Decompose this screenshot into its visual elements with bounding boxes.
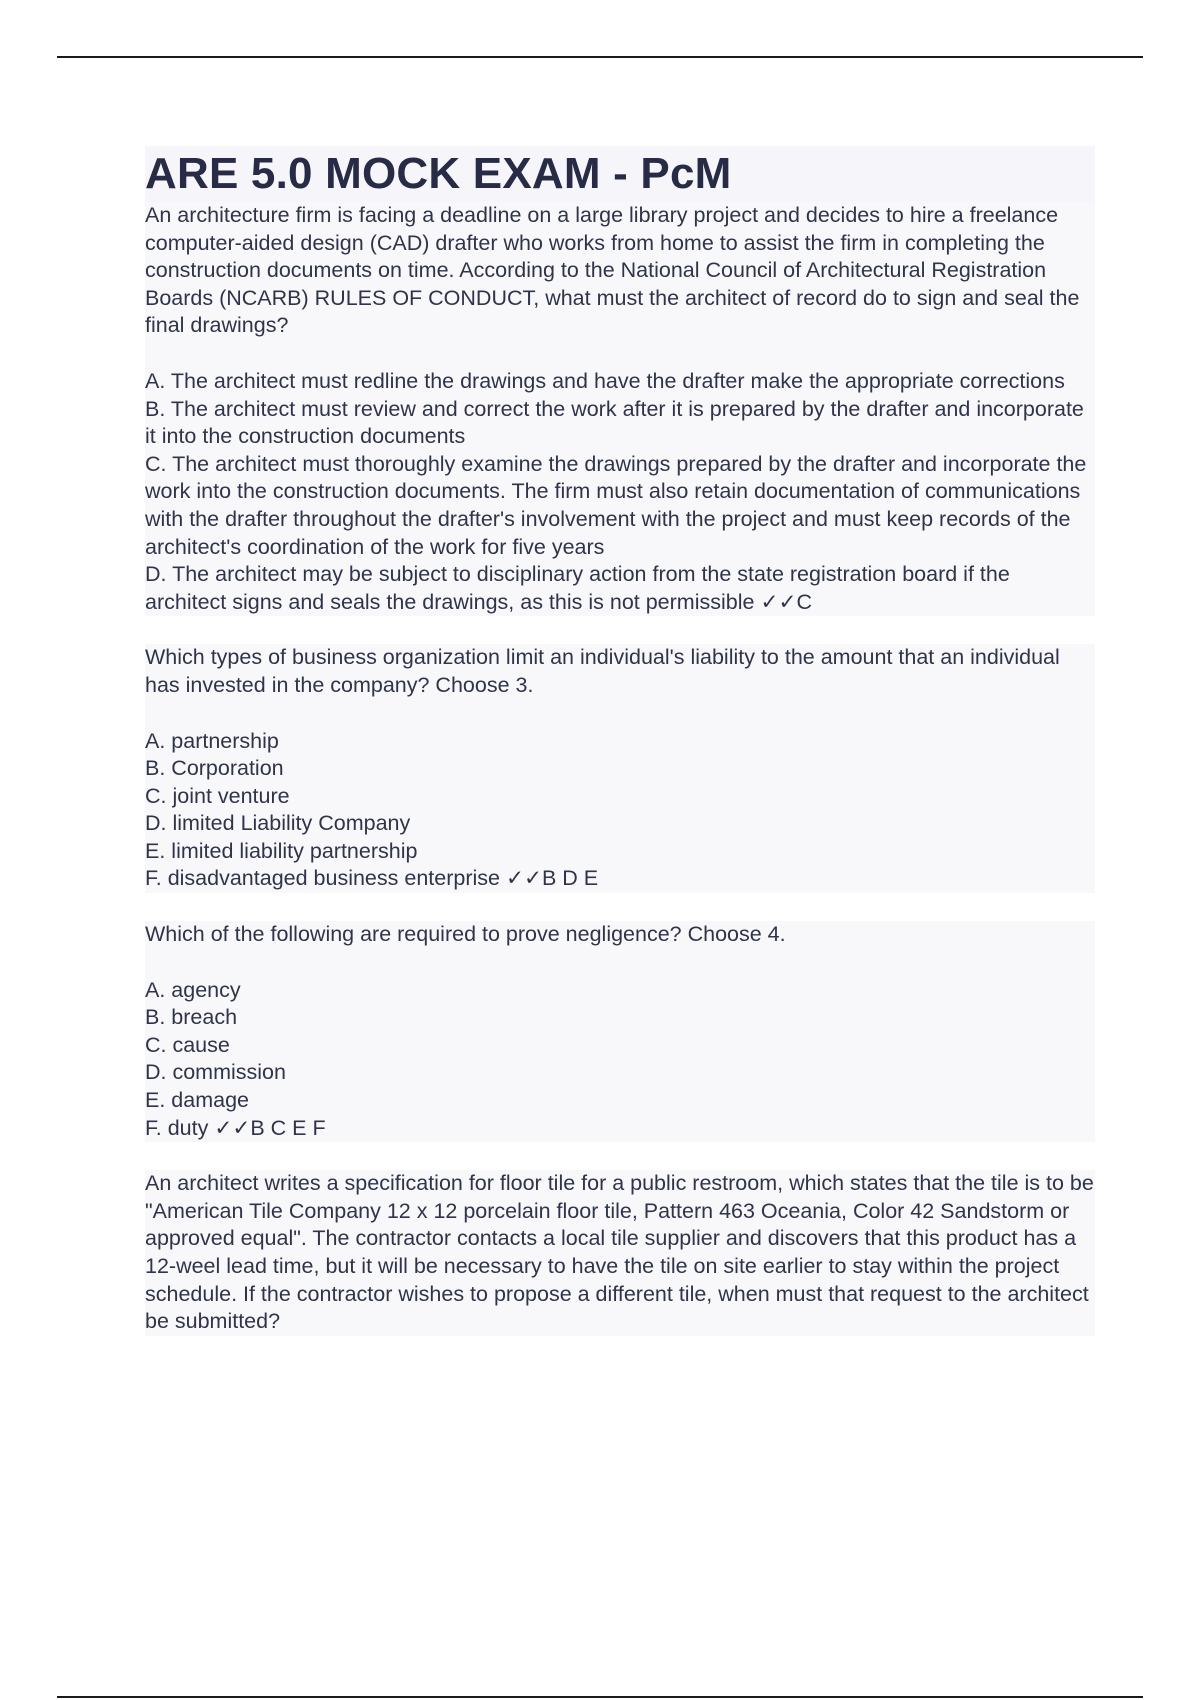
document-body [145,146,1095,1336]
answer-key: ✓✓C [760,589,813,614]
option-a: A. agency [145,977,241,1002]
option-text: F. disadvantaged business enterprise [145,866,500,891]
page-title: ARE 5.0 MOCK EXAM - PcM [145,146,1095,202]
option-c: C. joint venture [145,783,290,808]
option-d: D. limited Liability Company [145,811,411,836]
spacer [145,893,1095,921]
option-a: A. partnership [145,728,279,753]
option-text: F. duty [145,1115,209,1140]
bottom-rule [57,1696,1143,1698]
question-text: Which types of business organization limit an individual's liability to the amount that an individual has invested in the company? Choose 3. [145,645,1060,697]
question-item-4 [145,1170,1095,1336]
option-d [145,561,1095,616]
option-d: D. commission [145,1060,286,1085]
question-item-2 [145,644,1095,893]
spacer [145,1142,1095,1170]
spacer [145,616,1095,644]
question-text: An architect writes a specification for floor tile for a public restroom, which states that the tile is to be "American Tile Company 12 x 12 porcelain floor tile, Pattern 463 Oceania, Color 42 Sandstorm or approved equal". The contractor contacts a local tile supplier and discovers that this product has a 12-weel lead time, but it will be necessary to have the tile on site earlier to stay within the project schedule. If the contractor wishes to propose a different tile, when must that request to the architect be submitted? [145,1171,1094,1334]
option-c: C. The architect must thoroughly examine the drawings prepared by the drafter and incorporate the work into the construction documents. The firm must also retain documentation of communications with the drafter throughout the drafter's involvement with the project and must keep records of the architect's coordination of the work for five years [145,451,1087,559]
question-text: Which of the following are required to prove negligence? Choose 4. [145,922,786,947]
answer-key: ✓✓B C E F [214,1115,326,1140]
option-text: D. The architect may be subject to disciplinary action from the state registration board if the architect signs and seals the drawings, as this is not permissible [145,562,1010,614]
top-rule [57,56,1143,58]
option-b: B. breach [145,1005,238,1030]
option-f [145,865,1095,893]
answer-key: ✓✓B D E [505,866,599,891]
answer-options [145,368,1095,616]
option-b: B. The architect must review and correct the work after it is prepared by the drafter and incorporate it into the construction documents [145,396,1084,449]
option-e: E. limited liability partnership [145,838,418,863]
answer-options [145,728,1095,894]
answer-options [145,977,1095,1143]
option-e: E. damage [145,1088,249,1113]
question-item-1 [145,202,1095,616]
option-f [145,1115,1095,1143]
option-b: B. Corporation [145,756,284,781]
option-c: C. cause [145,1032,230,1057]
option-a: A. The architect must redline the drawings and have the drafter make the appropriate corrections [145,368,1065,393]
question-item-3 [145,921,1095,1142]
question-text: An architecture firm is facing a deadline on a large library project and decides to hire a freelance computer-aided design (CAD) drafter who works from home to assist the firm in completing the construction documents on time. According to the National Council of Architectural Registration Boards (NCARB) RULES OF CONDUCT, what must the architect of record do to sign and seal the final drawings? [145,203,1080,338]
